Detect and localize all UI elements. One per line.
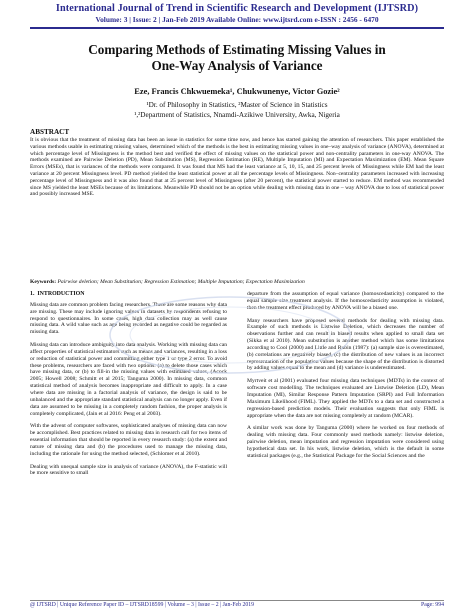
- authors: Eze, Francis Chkwuemeka¹, Chukwunenye, Victor Gozie²: [134, 87, 340, 96]
- journal-meta: Volume: 3 | Issue: 2 | Jan-Feb 2019 Available Online: www.ijtsrd.com e-ISSN : 2456 - 6470: [95, 15, 379, 24]
- abstract-text: It is obvious that the treatment of missing data has been an issue in statistics for some time now, and hence has started gaining the attention of researchers. This paper established the various methods usable in estimating missing values, determined which of the methods is the best in estimating missing values in one–way analysis of variance (ANOVA), determined at which percentage level of Missingness is the method best and verified the effect of missing values on the statistical power and non-centrality parameters in one-way ANOVA. The methods examined are Pairwise Deletion (PD), Mean Substitution (MS), Regression Estimation (RE), Multiple Imputation (MI) and Expectation Maximization (EM). Mean Square Errors (MSEs), that is variances of the methods were compared. It was found that MS had the least variance at 5, 10, 15, and 25 percent levels of Missingness while EM had the least variance at 20 percent Missingness level. PD method yielded the least statistical power at all the percentage levels of Missingness. Non–centrality parameters increased with increasing percentage level of Missingness and it was also found that at 25 percent level of Missingness (after 20 percent), the statistical power started to reduce. EM method was recommended since MS yielded the least MSEs because of its limitations. Meanwhile PD should not be an option while dealing with missing data in one – way ANOVA due to loss of statistical power and possibly increased MSE.: [30, 137, 444, 198]
- section-heading-introduction: 1. INTRODUCTION: [30, 291, 85, 297]
- right-column: [247, 291, 444, 466]
- journal-name: International Journal of Trend in Scientific Research and Development (IJTSRD): [55, 3, 419, 14]
- keywords-label: Keywords:: [30, 279, 57, 285]
- keywords-list: Pairwise deletion; Mean Substitution; Regression Estimation; Multiple Imputation; Expectation Maximization: [57, 279, 305, 285]
- left-paragraph: Missing data are common problem facing researchers. There are some reasons why data are missing. These may include ignoring values in datasets by respondents refusing to respond to questionnaires. In some cases, high data collection may as well cause missing data. A wild value such as age being recorded as negative could be regarded as missing data.: [30, 301, 228, 336]
- left-column: [30, 291, 227, 483]
- affiliation-1: ¹Dr. of Philosophy in Statistics, ²Master of Science in Statistics: [146, 101, 328, 109]
- title-line-1: Comparing Methods of Estimating Missing Values in: [88, 42, 386, 57]
- abstract-heading: ABSTRACT: [30, 128, 70, 136]
- header-divider: [30, 27, 444, 29]
- right-paragraph: A similar work was done by Tanguma (2000) where he worked on four methods of dealing with missing data. Four commonly used methods namely: listwise deletion, pairwise deletion, mean imputation and regression imputation were considered using hypothetical data set. In his work, listwise deletion, which is the default in some statistical packages (e.g., the Statistical Package for the Social Sciences and the: [247, 425, 444, 459]
- left-paragraph: Dealing with unequal sample size in analysis of variance (ANOVA), the F-statistic will be more sensitive to small: [30, 463, 227, 477]
- paper-title: [20, 42, 454, 74]
- title-line-2: One-Way Analysis of Variance: [151, 58, 323, 73]
- left-paragraph: With the advent of computer softwares, sophisticated analyses of missing data can now be accomplished. Best practices related to missing data in research call for two items of essential information that should be reported in every research study: (a) the extent and nature of missing data and (b) the procedures used to manage the missing data, including the rationale for using the method selected, (Schlomer et al 2010).: [30, 423, 227, 457]
- page-number: Page: 994: [420, 602, 444, 608]
- right-paragraph: Many researchers have proposed several methods for dealing with missing data. Example of such methods is Listwise Deletion, which decreases the number of observations further and can result in biased results when applied to small data set (Sikka et al 2010). Mean substitution is another method which has some limitations according to Cool (2000) and Little and Rubin (1987): (a) sample size is overestimated, (b) correlations are negatively biased, (c) the distribution of new values is an incorrect representation of the population values because the shape of the distribution is distorted by adding values equal to the mean and (d) variance is underestimated.: [247, 317, 444, 372]
- footer-reference: @ IJTSRD | Unique Reference Paper ID – IJTSRD18599 | Volume – 3 | Issue – 2 | Jan-Feb 2019: [30, 602, 255, 608]
- footer-divider: [30, 600, 444, 601]
- keywords: [30, 279, 444, 286]
- left-paragraph: Missing data can introduce ambiguity into data analysis. Working with missing data can affect properties of statistical estimators such as means and variances, resulting in a loss or reduction of statistical power and committing either type 1 or type 2 error. To avoid these problems, researchers are faced with two options: (a) to delete those cases which have missing data, or (b) to fill-in the missing values with estimated values, (Acock 2005; Howell 2008; Schmitt et al 2015; Tanguma 2000). In missing data, common statistical method of analysis becomes inappropriate and difficult to apply. In a case where data are missing in a factorial analysis of variance, the design is said to be unbalanced and the appropriate standard statistical analysis can no longer apply. Even if data are assumed to be missing in a completely random fashion, the proper analysis is completely complicated, (Jain et al 2016: Peng et al 2003).: [30, 342, 227, 417]
- journal-header: [0, 0, 474, 24]
- right-paragraph: Myrtveit et al (2001) evaluated four missing data techniques (MDTs) in the context of software cost modelling. The techniques evaluated are Listwise Deletion (LD), Mean Imputation (MI), Similar Response Pattern Imputation (SRPI) and Full Information Maximum Likelihood (FIML). They applied the MDTs to a data set and constructed a regression-based prediction models. Their evaluation suggests that only FIML is appropriate when the data are not missing completely at random (MCAR).: [247, 378, 444, 419]
- right-paragraph: departure from the assumption of equal variance (homoscedasticity) compared to the equal sample size treatment analysis. If the homoscedasticity assumption is violated, then the treatment effect produced by ANOVA will be a biased one.: [247, 291, 444, 311]
- affiliation-2: ¹,²Department of Statistics, Nnamdi-Azikiwe University, Awka, Nigeria: [134, 111, 340, 119]
